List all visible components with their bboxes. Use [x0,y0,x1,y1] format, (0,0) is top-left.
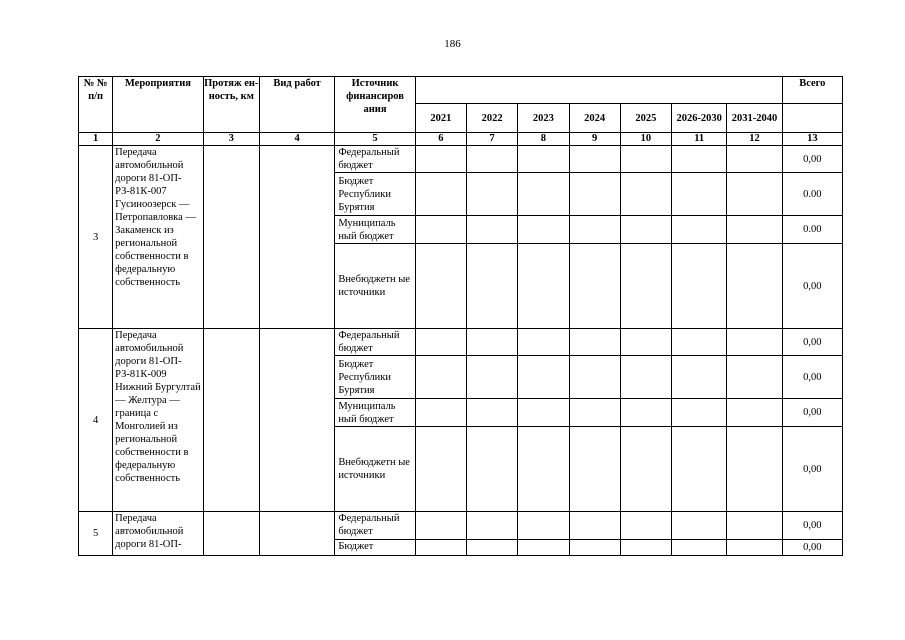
table-row [79,329,843,356]
year-value-cell [727,512,782,540]
funding-source: Бюджет Республики Бурятия [335,173,415,216]
year-value-cell [466,356,517,399]
year-value-cell [466,146,517,173]
year-value-cell [466,216,517,244]
header-year: 2026-2030 [672,104,727,133]
year-value-cell [620,512,671,540]
year-value-cell [518,356,569,399]
row-number: 5 [79,512,113,556]
header-year: 2031-2040 [727,104,782,133]
column-number: 13 [782,133,842,146]
year-value-cell [672,399,727,427]
work-type-cell [259,146,334,329]
funding-source: Федеральный бюджет [335,329,415,356]
year-value-cell [569,146,620,173]
year-value-cell [569,540,620,556]
year-value-cell [672,146,727,173]
year-value-cell [518,244,569,329]
length-cell [203,329,259,512]
year-value-cell [620,399,671,427]
year-value-cell [518,173,569,216]
column-number: 11 [672,133,727,146]
year-value-cell [518,216,569,244]
year-value-cell [466,512,517,540]
header-length: Протяж ен- ность, км [203,77,259,133]
header-funding-source: Источник финансиров ания [335,77,415,133]
year-value-cell [518,329,569,356]
year-value-cell [569,512,620,540]
year-value-cell [672,427,727,512]
column-number: 7 [466,133,517,146]
funding-source: Внебюджетн ые источники [335,244,415,329]
year-value-cell [672,329,727,356]
year-value-cell [569,356,620,399]
event-description: Передача автомобильной дороги 81-ОП-РЗ-81К-009 Нижний Бургултай — Желтура — граница с Монголией из региональной собственности в федеральную собственность [113,329,203,512]
year-value-cell [620,146,671,173]
total-value: 0,00 [782,512,842,540]
table-row [79,512,843,540]
header-year: 2024 [569,104,620,133]
year-value-cell [518,399,569,427]
year-value-cell [672,173,727,216]
year-value-cell [569,244,620,329]
year-value-cell [620,329,671,356]
total-value: 0,00 [782,356,842,399]
header-year: 2022 [466,104,517,133]
total-value: 0,00 [782,244,842,329]
header-year: 2021 [415,104,466,133]
year-value-cell [466,427,517,512]
year-value-cell [415,540,466,556]
year-value-cell [620,356,671,399]
year-value-cell [518,512,569,540]
column-number: 9 [569,133,620,146]
funding-source: Федеральный бюджет [335,146,415,173]
year-value-cell [518,146,569,173]
year-value-cell [415,427,466,512]
year-value-cell [466,399,517,427]
event-description: Передача автомобильной дороги 81-ОП-РЗ-81К-007 Гусиноозерск — Петропавловка — Закаменск из региональной собственности в федеральную собственность [113,146,203,329]
column-number: 5 [335,133,415,146]
page-number: 186 [444,38,461,50]
event-description: Передача автомобильной дороги 81-ОП- [113,512,203,556]
year-value-cell [466,540,517,556]
year-value-cell [672,244,727,329]
length-cell [203,512,259,556]
header-event: Мероприятия [113,77,203,133]
year-value-cell [727,173,782,216]
year-value-cell [415,512,466,540]
year-value-cell [569,173,620,216]
year-value-cell [518,427,569,512]
year-value-cell [415,329,466,356]
total-value: 0,00 [782,427,842,512]
total-value: 0,00 [782,146,842,173]
work-type-cell [259,329,334,512]
year-value-cell [727,427,782,512]
year-value-cell [727,399,782,427]
column-number: 1 [79,133,113,146]
total-value: 0.00 [782,216,842,244]
header-total-blank [782,104,842,133]
funding-source: Бюджет [335,540,415,556]
column-number: 10 [620,133,671,146]
year-value-cell [727,146,782,173]
budget-table [78,76,843,556]
year-value-cell [620,540,671,556]
work-type-cell [259,512,334,556]
year-value-cell [727,329,782,356]
column-number: 4 [259,133,334,146]
year-value-cell [466,244,517,329]
year-value-cell [466,173,517,216]
length-cell [203,146,259,329]
table-row [79,146,843,173]
funding-source: Внебюджетн ые источники [335,427,415,512]
year-value-cell [466,329,517,356]
year-value-cell [569,399,620,427]
year-value-cell [415,173,466,216]
column-number: 12 [727,133,782,146]
header-number: № № п/п [79,77,113,133]
year-value-cell [569,427,620,512]
year-value-cell [415,216,466,244]
year-value-cell [415,244,466,329]
funding-source: Бюджет Республики Бурятия [335,356,415,399]
year-value-cell [415,399,466,427]
year-value-cell [672,216,727,244]
total-value: 0.00 [782,173,842,216]
year-value-cell [569,216,620,244]
year-value-cell [672,540,727,556]
year-value-cell [620,244,671,329]
header-year: 2025 [620,104,671,133]
row-number: 3 [79,146,113,329]
year-value-cell [727,540,782,556]
column-number: 2 [113,133,203,146]
header-year: 2023 [518,104,569,133]
total-value: 0,00 [782,399,842,427]
header-years-group [415,77,782,104]
year-value-cell [727,216,782,244]
year-value-cell [727,244,782,329]
row-number: 4 [79,329,113,512]
year-value-cell [415,356,466,399]
total-value: 0,00 [782,329,842,356]
column-number: 6 [415,133,466,146]
column-number: 3 [203,133,259,146]
year-value-cell [620,173,671,216]
year-value-cell [620,427,671,512]
funding-source: Муниципаль ный бюджет [335,216,415,244]
column-number: 8 [518,133,569,146]
total-value: 0,00 [782,540,842,556]
header-total: Всего [782,77,842,104]
year-value-cell [672,356,727,399]
funding-source: Муниципаль ный бюджет [335,399,415,427]
year-value-cell [518,540,569,556]
funding-source: Федеральный бюджет [335,512,415,540]
year-value-cell [415,146,466,173]
year-value-cell [672,512,727,540]
year-value-cell [620,216,671,244]
year-value-cell [727,356,782,399]
header-work-type: Вид работ [259,77,334,133]
year-value-cell [569,329,620,356]
